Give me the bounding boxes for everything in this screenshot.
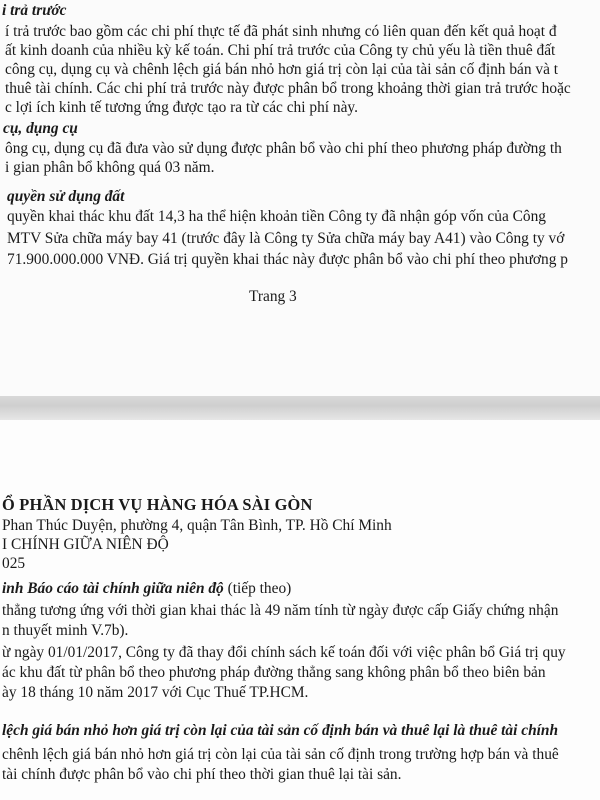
company-address: Phan Thúc Duyện, phường 4, quận Tân Bình, TP. Hồ Chí Minh: [2, 517, 392, 534]
company-name: Ổ PHẦN DỊCH VỤ HÀNG HÓA SÀI GÒN: [2, 495, 313, 514]
notes-heading-title: inh Báo cáo tài chính giữa niên độ: [2, 580, 224, 597]
paragraph-line: í trả trước bao gồm các chi phí thực tế đã phát sinh nhưng có liên quan đến kết quả hoạt đ: [5, 23, 557, 40]
paragraph-line: c lợi ích kinh tế tương ứng được tạo ra từ các chi phí này.: [5, 99, 358, 116]
notes-heading-suffix: (tiếp theo): [223, 580, 292, 597]
paragraph-line: công cụ, dụng cụ và chênh lệch giá bán nhỏ hơn giá trị còn lại của tài sản cố định bán và t: [5, 61, 559, 78]
document-page-bottom: [0, 420, 600, 800]
paragraph-line: MTV Sửa chữa máy bay 41 (trước đây là Công ty Sửa chữa máy bay A41) vào Công ty vớ: [7, 230, 565, 247]
page-number: Trang 3: [249, 288, 297, 305]
paragraph-line: ừ ngày 01/01/2017, Công ty đã thay đổi chính sách kế toán đối với việc phân bổ Giá trị quy: [2, 644, 566, 661]
paragraph-line: ất kinh doanh của nhiều kỳ kế toán. Chi phí trả trước của Công ty chủ yếu là tiền thuê đất: [5, 42, 556, 59]
section-heading-land-use-rights: quyền sử dụng đất: [7, 188, 125, 205]
section-heading-tools: cụ, dụng cụ: [3, 120, 78, 137]
section-heading-prepaid-expenses: i trả trước: [2, 2, 67, 19]
paragraph-line: ông cụ, dụng cụ đã đưa vào sử dụng được phân bổ vào chi phí theo phương pháp đường th: [5, 140, 562, 157]
paragraph-line: ày 18 tháng 10 năm 2017 với Cục Thuế TP.HCM.: [2, 684, 309, 701]
paragraph-line: ác khu đất từ phân bổ theo phương pháp đường thẳng sang không phân bổ theo biên bản: [2, 664, 546, 681]
paragraph-line: 71.900.000.000 VNĐ. Giá trị quyền khai thác này được phân bổ vào chi phí theo phương p: [7, 251, 568, 268]
section-heading-leaseback: lệch giá bán nhỏ hơn giá trị còn lại của tài sản cố định bán và thuê lại là thuê tài chính: [2, 722, 559, 739]
report-year: 025: [2, 555, 26, 572]
notes-heading: [2, 580, 291, 598]
document-page-top: [0, 0, 600, 396]
paragraph-line: i gian phân bổ không quá 03 năm.: [5, 159, 215, 176]
report-title: I CHÍNH GIỮA NIÊN ĐỘ: [2, 536, 169, 553]
paragraph-line: n thuyết minh V.7b).: [2, 622, 129, 639]
paragraph-line: thẳng tương ứng với thời gian khai thác là 49 năm tính từ ngày được cấp Giấy chứng nhận: [2, 602, 559, 619]
paragraph-line: chênh lệch giá bán nhỏ hơn giá trị còn lại của tài sản cố định trong trường hợp bán và thuê: [2, 746, 559, 763]
paragraph-line: thuê tài chính. Các chi phí trả trước này được phân bổ trong khoảng thời gian trả trước hoặc: [5, 80, 571, 97]
page-separator: [0, 396, 600, 420]
paragraph-line: quyền khai thác khu đất 14,3 ha thể hiện khoản tiền Công ty đã nhận góp vốn của Công: [7, 208, 546, 225]
paragraph-line: tài chính được phân bổ vào chi phí theo thời gian thuê lại tài sản.: [2, 766, 402, 783]
